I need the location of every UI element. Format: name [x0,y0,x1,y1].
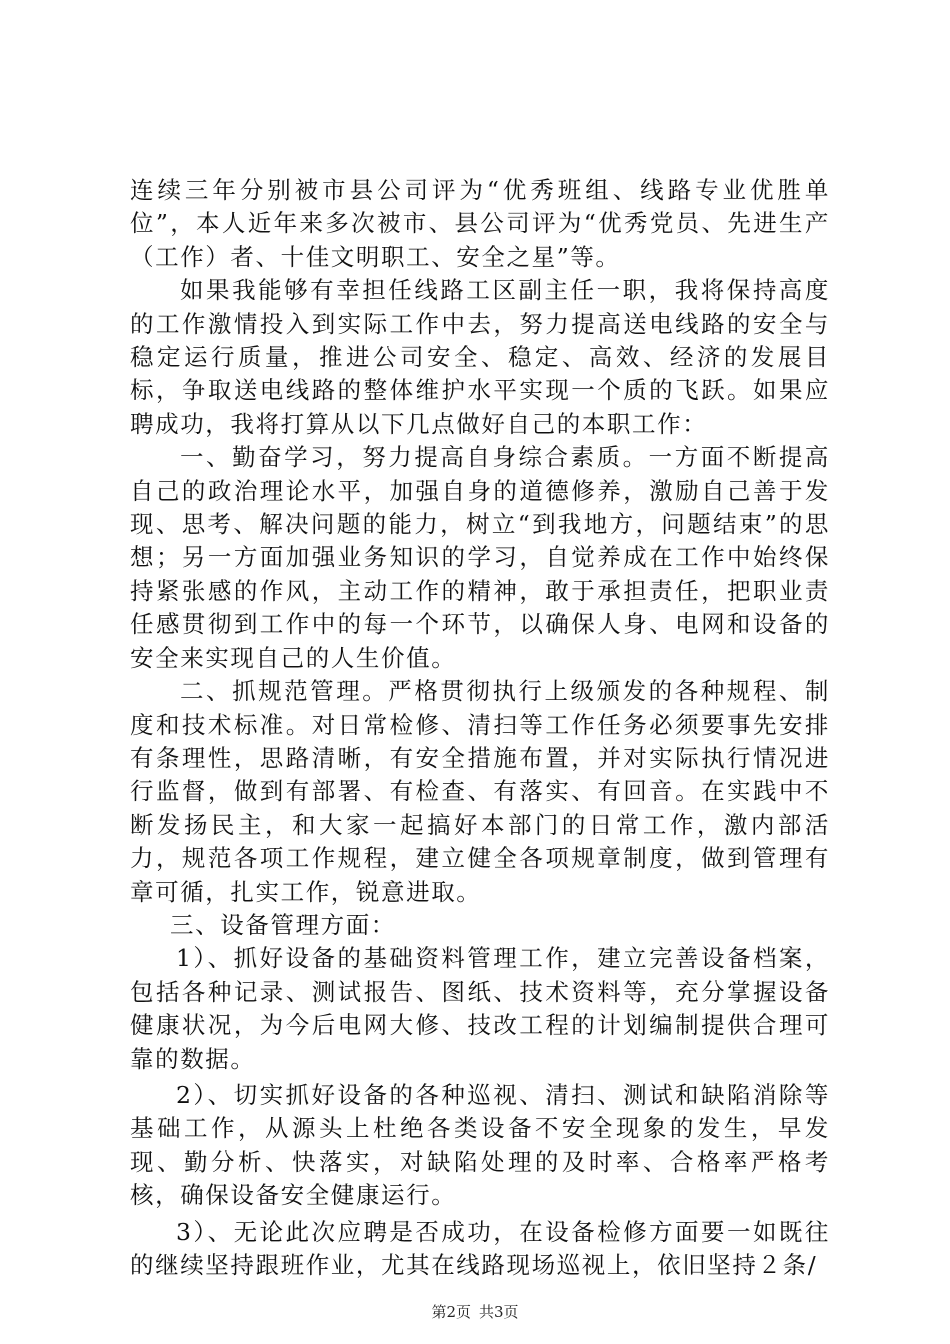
page-footer [0,1302,950,1322]
paragraph-equipment-1: 1）、抓好设备的基础资料管理工作，建立完善设备档案，包括各种记录、测试报告、图纸、技术资料等，充分掌握设备健康状况，为今后电网大修、技改工程的计划编制提供合理可靠的数据。 [130,944,830,1073]
paragraph-study: 一、勤奋学习，努力提高自身综合素质。一方面不断提高自己的政治理论水平，加强自身的道德修养，激励自己善于发现、思考、解决问题的能力，树立“到我地方，问题结束”的思想；另一方面加强业务知识的学习，自觉养成在工作中始终保持紧张感的作风，主动工作的精神，敢于承担责任，把职业责任感贯彻到工作中的每一个环节，以确保人身、电网和设备的安全来实现自己的人生价值。 [130,443,830,672]
paragraph-equipment-2: 2）、切实抓好设备的各种巡视、清扫、测试和缺陷消除等基础工作，从源头上杜绝各类设备不安全现象的发生，早发现、勤分析、快落实，对缺陷处理的及时率、合格率严格考核，确保设备安全健康运行。 [130,1080,830,1210]
paragraph-intent: 如果我能够有幸担任线路工区副主任一职，我将保持高度的工作激情投入到实际工作中去，努力提高送电线路的安全与稳定运行质量，推进公司安全、稳定、高效、经济的发展目标，争取送电线路的整体维护水平实现一个质的飞跃。如果应聘成功，我将打算从以下几点做好自己的本职工作： [130,276,830,438]
paragraph-management: 二、抓规范管理。严格贯彻执行上级颁发的各种规程、制度和技术标准。对日常检修、清扫等工作任务必须要事先安排有条理性，思路清晰，有安全措施布置，并对实际执行情况进行监督，做到有部署、有检查、有落实、有回音。在实践中不断发扬民主，和大家一起搞好本部门的日常工作，激内部活力，规范各项工作规程，建立健全各项规章制度，做到管理有章可循，扎实工作，锐意进取。 [130,677,830,906]
paragraph-honors: 连续三年分别被市县公司评为“优秀班组、线路专业优胜单位”，本人近年来多次被市、县公司评为“优秀党员、先进生产（工作）者、十佳文明职工、安全之星”等。 [130,176,830,271]
paragraph-equipment-3: 3）、无论此次应聘是否成功，在设备检修方面要一如既往的继续坚持跟班作业，尤其在线路现场巡视上，依旧坚持２条/ [130,1217,830,1279]
page-number: 第2页 [431,1303,471,1321]
document-body [130,174,830,1282]
paragraph-equipment-heading: 三、设备管理方面： [170,910,396,939]
page-total: 共3页 [479,1303,519,1321]
